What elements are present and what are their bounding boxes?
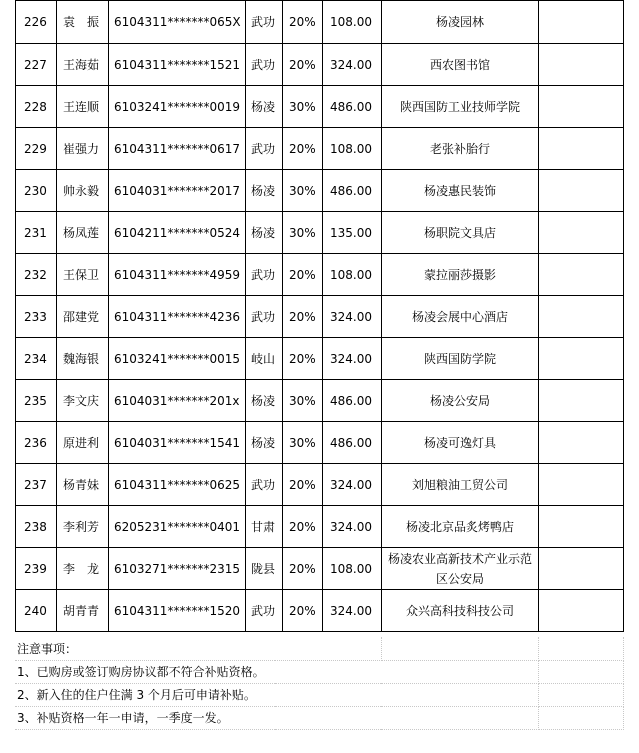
- person-name-cell: 李利芳: [57, 506, 109, 548]
- table-row: [16, 548, 624, 590]
- table-row: [16, 254, 624, 296]
- id-number-cell: 6104311*******4959: [109, 254, 246, 296]
- subsidy-amount-cell: 324.00: [323, 590, 382, 632]
- id-number-cell: 6104311*******1521: [109, 44, 246, 86]
- table-row: [16, 212, 624, 254]
- row-index-cell: 226: [16, 1, 57, 44]
- subsidy-amount-cell: 324.00: [323, 464, 382, 506]
- person-name-cell: 李 龙: [57, 548, 109, 590]
- note-item-1: 1、已购房或签订购房协议都不符合补贴资格。: [15, 661, 381, 684]
- subsidy-amount-cell: 324.00: [323, 506, 382, 548]
- table-row: [16, 506, 624, 548]
- row-index-cell: 231: [16, 212, 57, 254]
- subsidy-rate-cell: 20%: [283, 590, 323, 632]
- table-row: [16, 422, 624, 464]
- empty-cell: [539, 1, 624, 44]
- id-number-cell: 6104311*******0617: [109, 128, 246, 170]
- row-index-cell: 230: [16, 170, 57, 212]
- row-index-cell: 233: [16, 296, 57, 338]
- person-name-cell: 袁 振: [57, 1, 109, 44]
- subsidy-rate-cell: 20%: [283, 254, 323, 296]
- id-number-cell: 6104031*******201x: [109, 380, 246, 422]
- work-unit-cell: 杨凌公安局: [382, 380, 539, 422]
- person-name-cell: 邵建党: [57, 296, 109, 338]
- origin-area-cell: 武功: [246, 1, 283, 44]
- table-row: [16, 296, 624, 338]
- id-number-cell: 6104311*******1520: [109, 590, 246, 632]
- row-index-cell: 234: [16, 338, 57, 380]
- person-name-cell: 李文庆: [57, 380, 109, 422]
- origin-area-cell: 岐山: [246, 338, 283, 380]
- origin-area-cell: 杨凌: [246, 422, 283, 464]
- empty-cell: [539, 548, 624, 590]
- table-row: [16, 44, 624, 86]
- empty-cell: [539, 590, 624, 632]
- work-unit-cell: 杨凌农业高新技术产业示范区公安局: [382, 548, 539, 590]
- origin-area-cell: 杨凌: [246, 380, 283, 422]
- work-unit-cell: 蒙拉丽莎摄影: [382, 254, 539, 296]
- empty-cell: [539, 44, 624, 86]
- subsidy-rate-cell: 20%: [283, 548, 323, 590]
- empty-cell: [539, 464, 624, 506]
- work-unit-cell: 刘旭粮油工贸公司: [382, 464, 539, 506]
- table-row: [16, 338, 624, 380]
- work-unit-cell: 老张补胎行: [382, 128, 539, 170]
- notes-section: [15, 637, 624, 730]
- table-row: [16, 86, 624, 128]
- subsidy-rate-cell: 30%: [283, 422, 323, 464]
- origin-area-cell: 杨凌: [246, 170, 283, 212]
- origin-area-cell: 甘肃: [246, 506, 283, 548]
- origin-area-cell: 杨凌: [246, 212, 283, 254]
- empty-cell: [539, 422, 624, 464]
- work-unit-cell: 西农图书馆: [382, 44, 539, 86]
- id-number-cell: 6104311*******065X: [109, 1, 246, 44]
- person-name-cell: 王保卫: [57, 254, 109, 296]
- id-number-cell: 6103271*******2315: [109, 548, 246, 590]
- person-name-cell: 王连顺: [57, 86, 109, 128]
- subsidy-amount-cell: 486.00: [323, 86, 382, 128]
- id-number-cell: 6104031*******2017: [109, 170, 246, 212]
- origin-area-cell: 陇县: [246, 548, 283, 590]
- empty-cell: [539, 128, 624, 170]
- origin-area-cell: 武功: [246, 128, 283, 170]
- row-index-cell: 227: [16, 44, 57, 86]
- id-number-cell: 6104311*******4236: [109, 296, 246, 338]
- notes-heading: 注意事项：: [15, 637, 275, 661]
- work-unit-cell: 杨凌可逸灯具: [382, 422, 539, 464]
- person-name-cell: 崔强力: [57, 128, 109, 170]
- origin-area-cell: 武功: [246, 296, 283, 338]
- subsidy-amount-cell: 135.00: [323, 212, 382, 254]
- table-body: [16, 1, 624, 632]
- note-item-3: 3、补贴资格一年一申请，一季度一发。: [15, 707, 381, 730]
- work-unit-cell: 杨凌北京品炙烤鸭店: [382, 506, 539, 548]
- empty-cell: [539, 296, 624, 338]
- row-index-cell: 238: [16, 506, 57, 548]
- person-name-cell: 胡青青: [57, 590, 109, 632]
- subsidy-amount-cell: 324.00: [323, 44, 382, 86]
- table-row: [16, 128, 624, 170]
- row-index-cell: 240: [16, 590, 57, 632]
- work-unit-cell: 杨凌园林: [382, 1, 539, 44]
- origin-area-cell: 武功: [246, 254, 283, 296]
- subsidy-rate-cell: 20%: [283, 464, 323, 506]
- row-index-cell: 232: [16, 254, 57, 296]
- subsidy-amount-cell: 486.00: [323, 170, 382, 212]
- table-row: [16, 380, 624, 422]
- subsidy-rate-cell: 30%: [283, 212, 323, 254]
- row-index-cell: 229: [16, 128, 57, 170]
- row-index-cell: 237: [16, 464, 57, 506]
- empty-cell: [539, 86, 624, 128]
- note-item-2: 2、新入住的住户住满 3 个月后可申请补贴。: [15, 684, 381, 707]
- subsidy-amount-cell: 486.00: [323, 422, 382, 464]
- empty-cell: [539, 254, 624, 296]
- person-name-cell: 原进利: [57, 422, 109, 464]
- subsidy-rate-cell: 20%: [283, 1, 323, 44]
- table-row: [16, 464, 624, 506]
- work-unit-cell: 众兴高科技科技公司: [382, 590, 539, 632]
- subsidy-rate-cell: 20%: [283, 296, 323, 338]
- id-number-cell: 6104311*******0625: [109, 464, 246, 506]
- subsidy-amount-cell: 108.00: [323, 548, 382, 590]
- work-unit-cell: 杨职院文具店: [382, 212, 539, 254]
- subsidy-amount-cell: 324.00: [323, 296, 382, 338]
- person-name-cell: 魏海银: [57, 338, 109, 380]
- empty-cell: [539, 380, 624, 422]
- id-number-cell: 6103241*******0015: [109, 338, 246, 380]
- row-index-cell: 228: [16, 86, 57, 128]
- empty-cell: [539, 338, 624, 380]
- id-number-cell: 6104031*******1541: [109, 422, 246, 464]
- work-unit-cell: 杨凌会展中心酒店: [382, 296, 539, 338]
- subsidy-amount-cell: 324.00: [323, 338, 382, 380]
- subsidy-rate-cell: 20%: [283, 128, 323, 170]
- table-row: [16, 590, 624, 632]
- subsidy-amount-cell: 108.00: [323, 1, 382, 44]
- id-number-cell: 6103241*******0019: [109, 86, 246, 128]
- origin-area-cell: 杨凌: [246, 86, 283, 128]
- subsidy-amount-cell: 108.00: [323, 254, 382, 296]
- work-unit-cell: 陕西国防学院: [382, 338, 539, 380]
- work-unit-cell: 杨凌惠民装饰: [382, 170, 539, 212]
- person-name-cell: 帅永毅: [57, 170, 109, 212]
- empty-cell: [539, 170, 624, 212]
- origin-area-cell: 武功: [246, 464, 283, 506]
- subsidy-amount-cell: 108.00: [323, 128, 382, 170]
- work-unit-cell: 陕西国防工业技师学院: [382, 86, 539, 128]
- subsidy-amount-cell: 486.00: [323, 380, 382, 422]
- origin-area-cell: 武功: [246, 44, 283, 86]
- empty-cell: [539, 212, 624, 254]
- id-number-cell: 6104211*******0524: [109, 212, 246, 254]
- person-name-cell: 王海茹: [57, 44, 109, 86]
- table-row: [16, 1, 624, 44]
- subsidy-rate-cell: 20%: [283, 338, 323, 380]
- subsidy-rate-cell: 30%: [283, 86, 323, 128]
- subsidy-rate-cell: 30%: [283, 170, 323, 212]
- id-number-cell: 6205231*******0401: [109, 506, 246, 548]
- subsidy-rate-cell: 30%: [283, 380, 323, 422]
- person-name-cell: 杨凤莲: [57, 212, 109, 254]
- subsidy-table: [15, 0, 624, 632]
- row-index-cell: 236: [16, 422, 57, 464]
- subsidy-rate-cell: 20%: [283, 506, 323, 548]
- empty-cell: [539, 506, 624, 548]
- origin-area-cell: 武功: [246, 590, 283, 632]
- row-index-cell: 239: [16, 548, 57, 590]
- row-index-cell: 235: [16, 380, 57, 422]
- table-row: [16, 170, 624, 212]
- subsidy-rate-cell: 20%: [283, 44, 323, 86]
- person-name-cell: 杨青妹: [57, 464, 109, 506]
